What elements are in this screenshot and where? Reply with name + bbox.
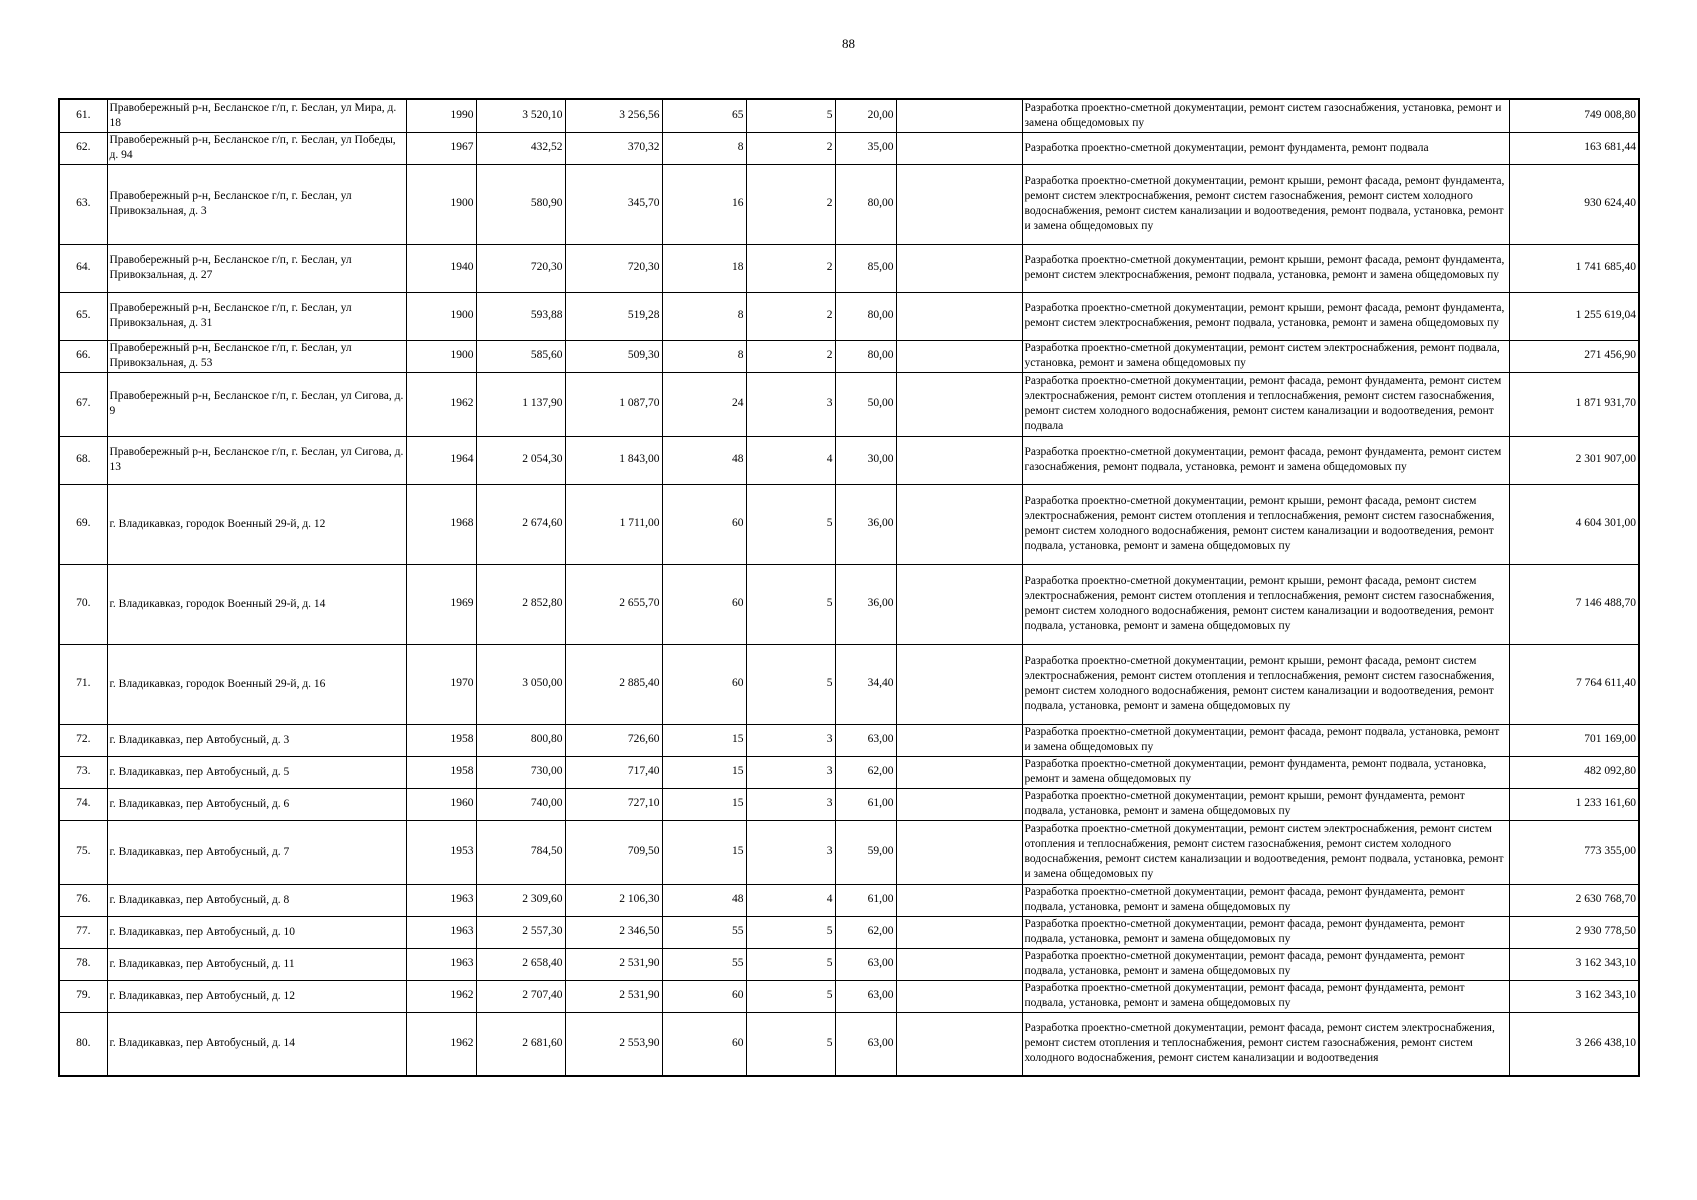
works-cell: Разработка проектно-сметной документации, ремонт систем электроснабжения, ремонт систем отопления и теплоснабжения, ремонт систем газоснабжения, ремонт систем холодного водоснабжения, ремонт систем канализации и водоотведения, ремонт подвала, установка, ремонт и замена общедомовых пу bbox=[1022, 820, 1509, 884]
floors-cell: 5 bbox=[746, 916, 835, 948]
year-cell: 1958 bbox=[406, 756, 476, 788]
cost-cell: 7 146 488,70 bbox=[1509, 564, 1639, 644]
total-area-cell: 800,80 bbox=[476, 724, 565, 756]
cost-cell: 3 266 438,10 bbox=[1509, 1012, 1639, 1076]
row-number: 69. bbox=[59, 484, 107, 564]
total-area-cell: 2 852,80 bbox=[476, 564, 565, 644]
cost-cell: 271 456,90 bbox=[1509, 340, 1639, 372]
table-row bbox=[59, 564, 1639, 644]
wear-cell: 34,40 bbox=[835, 644, 896, 724]
address-cell: Правобережный р-н, Бесланское г/п, г. Беслан, ул Победы, д. 94 bbox=[107, 132, 406, 164]
cost-cell: 4 604 301,00 bbox=[1509, 484, 1639, 564]
total-area-cell: 720,30 bbox=[476, 244, 565, 292]
works-cell: Разработка проектно-сметной документации, ремонт крыши, ремонт фасада, ремонт систем электроснабжения, ремонт систем отопления и теплоснабжения, ремонт систем газоснабжения, ремонт систем холодного водоснабжения, ремонт систем канализации и водоотведения, ремонт подвала, установка, ремонт и замена общедомовых пу bbox=[1022, 644, 1509, 724]
cost-cell: 1 233 161,60 bbox=[1509, 788, 1639, 820]
extra-cell bbox=[896, 724, 1022, 756]
works-cell: Разработка проектно-сметной документации, ремонт фасада, ремонт фундамента, ремонт систем газоснабжения, ремонт подвала, установка, ремонт и замена общедомовых пу bbox=[1022, 436, 1509, 484]
residents-cell: 16 bbox=[662, 164, 746, 244]
address-cell: г. Владикавказ, пер Автобусный, д. 3 bbox=[107, 724, 406, 756]
extra-cell bbox=[896, 788, 1022, 820]
extra-cell bbox=[896, 99, 1022, 132]
row-number: 74. bbox=[59, 788, 107, 820]
row-number: 77. bbox=[59, 916, 107, 948]
address-cell: г. Владикавказ, городок Военный 29-й, д. 12 bbox=[107, 484, 406, 564]
row-number: 75. bbox=[59, 820, 107, 884]
extra-cell bbox=[896, 340, 1022, 372]
living-area-cell: 2 531,90 bbox=[565, 980, 662, 1012]
address-cell: г. Владикавказ, пер Автобусный, д. 7 bbox=[107, 820, 406, 884]
total-area-cell: 3 050,00 bbox=[476, 644, 565, 724]
table-row bbox=[59, 99, 1639, 132]
extra-cell bbox=[896, 980, 1022, 1012]
row-number: 70. bbox=[59, 564, 107, 644]
wear-cell: 63,00 bbox=[835, 948, 896, 980]
residents-cell: 15 bbox=[662, 756, 746, 788]
wear-cell: 30,00 bbox=[835, 436, 896, 484]
row-number: 72. bbox=[59, 724, 107, 756]
works-cell: Разработка проектно-сметной документации, ремонт фасада, ремонт фундамента, ремонт подвала, установка, ремонт и замена общедомовых пу bbox=[1022, 980, 1509, 1012]
living-area-cell: 717,40 bbox=[565, 756, 662, 788]
extra-cell bbox=[896, 372, 1022, 436]
wear-cell: 63,00 bbox=[835, 980, 896, 1012]
works-cell: Разработка проектно-сметной документации, ремонт фасада, ремонт фундамента, ремонт подвала, установка, ремонт и замена общедомовых пу bbox=[1022, 884, 1509, 916]
year-cell: 1964 bbox=[406, 436, 476, 484]
total-area-cell: 730,00 bbox=[476, 756, 565, 788]
total-area-cell: 2 557,30 bbox=[476, 916, 565, 948]
table-row bbox=[59, 884, 1639, 916]
floors-cell: 3 bbox=[746, 372, 835, 436]
wear-cell: 50,00 bbox=[835, 372, 896, 436]
residents-cell: 15 bbox=[662, 820, 746, 884]
row-number: 79. bbox=[59, 980, 107, 1012]
works-cell: Разработка проектно-сметной документации, ремонт крыши, ремонт фундамента, ремонт подвала, установка, ремонт и замена общедомовых пу bbox=[1022, 788, 1509, 820]
extra-cell bbox=[896, 644, 1022, 724]
living-area-cell: 3 256,56 bbox=[565, 99, 662, 132]
works-cell: Разработка проектно-сметной документации, ремонт систем электроснабжения, ремонт подвала, установка, ремонт и замена общедомовых пу bbox=[1022, 340, 1509, 372]
wear-cell: 62,00 bbox=[835, 756, 896, 788]
cost-cell: 773 355,00 bbox=[1509, 820, 1639, 884]
extra-cell bbox=[896, 948, 1022, 980]
living-area-cell: 2 106,30 bbox=[565, 884, 662, 916]
row-number: 80. bbox=[59, 1012, 107, 1076]
total-area-cell: 593,88 bbox=[476, 292, 565, 340]
cost-cell: 2 301 907,00 bbox=[1509, 436, 1639, 484]
address-cell: г. Владикавказ, пер Автобусный, д. 12 bbox=[107, 980, 406, 1012]
total-area-cell: 585,60 bbox=[476, 340, 565, 372]
wear-cell: 20,00 bbox=[835, 99, 896, 132]
table-row bbox=[59, 340, 1639, 372]
row-number: 65. bbox=[59, 292, 107, 340]
living-area-cell: 370,32 bbox=[565, 132, 662, 164]
residents-cell: 55 bbox=[662, 916, 746, 948]
residents-cell: 48 bbox=[662, 884, 746, 916]
buildings-table bbox=[58, 98, 1640, 1077]
wear-cell: 36,00 bbox=[835, 564, 896, 644]
address-cell: г. Владикавказ, городок Военный 29-й, д. 14 bbox=[107, 564, 406, 644]
residents-cell: 60 bbox=[662, 1012, 746, 1076]
table-row bbox=[59, 436, 1639, 484]
extra-cell bbox=[896, 884, 1022, 916]
extra-cell bbox=[896, 132, 1022, 164]
year-cell: 1958 bbox=[406, 724, 476, 756]
floors-cell: 4 bbox=[746, 436, 835, 484]
year-cell: 1969 bbox=[406, 564, 476, 644]
cost-cell: 2 930 778,50 bbox=[1509, 916, 1639, 948]
address-cell: Правобережный р-н, Бесланское г/п, г. Беслан, ул Мира, д. 18 bbox=[107, 99, 406, 132]
floors-cell: 2 bbox=[746, 132, 835, 164]
residents-cell: 18 bbox=[662, 244, 746, 292]
table-row bbox=[59, 724, 1639, 756]
row-number: 66. bbox=[59, 340, 107, 372]
row-number: 63. bbox=[59, 164, 107, 244]
cost-cell: 7 764 611,40 bbox=[1509, 644, 1639, 724]
floors-cell: 5 bbox=[746, 564, 835, 644]
floors-cell: 3 bbox=[746, 756, 835, 788]
residents-cell: 15 bbox=[662, 724, 746, 756]
year-cell: 1953 bbox=[406, 820, 476, 884]
living-area-cell: 2 885,40 bbox=[565, 644, 662, 724]
address-cell: Правобережный р-н, Бесланское г/п, г. Беслан, ул Привокзальная, д. 31 bbox=[107, 292, 406, 340]
floors-cell: 5 bbox=[746, 948, 835, 980]
cost-cell: 2 630 768,70 bbox=[1509, 884, 1639, 916]
address-cell: Правобережный р-н, Бесланское г/п, г. Беслан, ул Привокзальная, д. 27 bbox=[107, 244, 406, 292]
living-area-cell: 2 553,90 bbox=[565, 1012, 662, 1076]
residents-cell: 8 bbox=[662, 292, 746, 340]
year-cell: 1963 bbox=[406, 948, 476, 980]
wear-cell: 80,00 bbox=[835, 340, 896, 372]
row-number: 67. bbox=[59, 372, 107, 436]
floors-cell: 5 bbox=[746, 644, 835, 724]
total-area-cell: 2 681,60 bbox=[476, 1012, 565, 1076]
cost-cell: 1 255 619,04 bbox=[1509, 292, 1639, 340]
address-cell: г. Владикавказ, пер Автобусный, д. 5 bbox=[107, 756, 406, 788]
extra-cell bbox=[896, 164, 1022, 244]
wear-cell: 80,00 bbox=[835, 164, 896, 244]
floors-cell: 3 bbox=[746, 788, 835, 820]
total-area-cell: 432,52 bbox=[476, 132, 565, 164]
row-number: 73. bbox=[59, 756, 107, 788]
year-cell: 1968 bbox=[406, 484, 476, 564]
works-cell: Разработка проектно-сметной документации, ремонт фундамента, ремонт подвала bbox=[1022, 132, 1509, 164]
residents-cell: 8 bbox=[662, 132, 746, 164]
page-number: 88 bbox=[842, 36, 855, 51]
living-area-cell: 720,30 bbox=[565, 244, 662, 292]
floors-cell: 2 bbox=[746, 340, 835, 372]
total-area-cell: 2 707,40 bbox=[476, 980, 565, 1012]
table-row bbox=[59, 164, 1639, 244]
floors-cell: 3 bbox=[746, 724, 835, 756]
extra-cell bbox=[896, 564, 1022, 644]
address-cell: г. Владикавказ, пер Автобусный, д. 11 bbox=[107, 948, 406, 980]
address-cell: Правобережный р-н, Бесланское г/п, г. Беслан, ул Сигова, д. 13 bbox=[107, 436, 406, 484]
floors-cell: 3 bbox=[746, 820, 835, 884]
floors-cell: 2 bbox=[746, 164, 835, 244]
address-cell: Правобережный р-н, Бесланское г/п, г. Беслан, ул Привокзальная, д. 3 bbox=[107, 164, 406, 244]
works-cell: Разработка проектно-сметной документации, ремонт крыши, ремонт фасада, ремонт систем электроснабжения, ремонт систем отопления и теплоснабжения, ремонт систем газоснабжения, ремонт систем холодного водоснабжения, ремонт систем канализации и водоотведения, ремонт подвала, установка, ремонт и замена общедомовых пу bbox=[1022, 564, 1509, 644]
cost-cell: 930 624,40 bbox=[1509, 164, 1639, 244]
extra-cell bbox=[896, 484, 1022, 564]
residents-cell: 60 bbox=[662, 564, 746, 644]
cost-cell: 749 008,80 bbox=[1509, 99, 1639, 132]
residents-cell: 15 bbox=[662, 788, 746, 820]
total-area-cell: 3 520,10 bbox=[476, 99, 565, 132]
year-cell: 1962 bbox=[406, 1012, 476, 1076]
living-area-cell: 709,50 bbox=[565, 820, 662, 884]
works-cell: Разработка проектно-сметной документации, ремонт крыши, ремонт фасада, ремонт систем электроснабжения, ремонт систем отопления и теплоснабжения, ремонт систем газоснабжения, ремонт систем холодного водоснабжения, ремонт систем канализации и водоотведения, ремонт подвала, установка, ремонт и замена общедомовых пу bbox=[1022, 484, 1509, 564]
wear-cell: 63,00 bbox=[835, 1012, 896, 1076]
extra-cell bbox=[896, 820, 1022, 884]
floors-cell: 4 bbox=[746, 884, 835, 916]
extra-cell bbox=[896, 244, 1022, 292]
living-area-cell: 2 655,70 bbox=[565, 564, 662, 644]
residents-cell: 60 bbox=[662, 644, 746, 724]
works-cell: Разработка проектно-сметной документации, ремонт крыши, ремонт фасада, ремонт фундамента, ремонт систем электроснабжения, ремонт подвала, установка, ремонт и замена общедомовых пу bbox=[1022, 244, 1509, 292]
wear-cell: 85,00 bbox=[835, 244, 896, 292]
living-area-cell: 2 346,50 bbox=[565, 916, 662, 948]
total-area-cell: 2 658,40 bbox=[476, 948, 565, 980]
extra-cell bbox=[896, 756, 1022, 788]
table-row bbox=[59, 292, 1639, 340]
residents-cell: 24 bbox=[662, 372, 746, 436]
table-row bbox=[59, 980, 1639, 1012]
address-cell: г. Владикавказ, пер Автобусный, д. 8 bbox=[107, 884, 406, 916]
total-area-cell: 580,90 bbox=[476, 164, 565, 244]
address-cell: Правобережный р-н, Бесланское г/п, г. Беслан, ул Привокзальная, д. 53 bbox=[107, 340, 406, 372]
year-cell: 1963 bbox=[406, 916, 476, 948]
total-area-cell: 784,50 bbox=[476, 820, 565, 884]
total-area-cell: 1 137,90 bbox=[476, 372, 565, 436]
living-area-cell: 726,60 bbox=[565, 724, 662, 756]
wear-cell: 63,00 bbox=[835, 724, 896, 756]
table-row bbox=[59, 948, 1639, 980]
cost-cell: 163 681,44 bbox=[1509, 132, 1639, 164]
wear-cell: 80,00 bbox=[835, 292, 896, 340]
living-area-cell: 1 087,70 bbox=[565, 372, 662, 436]
living-area-cell: 727,10 bbox=[565, 788, 662, 820]
address-cell: г. Владикавказ, пер Автобусный, д. 6 bbox=[107, 788, 406, 820]
extra-cell bbox=[896, 292, 1022, 340]
cost-cell: 701 169,00 bbox=[1509, 724, 1639, 756]
total-area-cell: 2 309,60 bbox=[476, 884, 565, 916]
year-cell: 1900 bbox=[406, 164, 476, 244]
living-area-cell: 2 531,90 bbox=[565, 948, 662, 980]
row-number: 71. bbox=[59, 644, 107, 724]
cost-cell: 482 092,80 bbox=[1509, 756, 1639, 788]
extra-cell bbox=[896, 1012, 1022, 1076]
table-row bbox=[59, 788, 1639, 820]
address-cell: г. Владикавказ, городок Военный 29-й, д. 16 bbox=[107, 644, 406, 724]
residents-cell: 60 bbox=[662, 484, 746, 564]
row-number: 62. bbox=[59, 132, 107, 164]
works-cell: Разработка проектно-сметной документации, ремонт систем газоснабжения, установка, ремонт и замена общедомовых пу bbox=[1022, 99, 1509, 132]
address-cell: Правобережный р-н, Бесланское г/п, г. Беслан, ул Сигова, д. 9 bbox=[107, 372, 406, 436]
table-row bbox=[59, 1012, 1639, 1076]
year-cell: 1962 bbox=[406, 980, 476, 1012]
year-cell: 1940 bbox=[406, 244, 476, 292]
residents-cell: 48 bbox=[662, 436, 746, 484]
address-cell: г. Владикавказ, пер Автобусный, д. 14 bbox=[107, 1012, 406, 1076]
table-row bbox=[59, 756, 1639, 788]
cost-cell: 1 871 931,70 bbox=[1509, 372, 1639, 436]
cost-cell: 1 741 685,40 bbox=[1509, 244, 1639, 292]
row-number: 78. bbox=[59, 948, 107, 980]
cost-cell: 3 162 343,10 bbox=[1509, 980, 1639, 1012]
year-cell: 1962 bbox=[406, 372, 476, 436]
wear-cell: 59,00 bbox=[835, 820, 896, 884]
living-area-cell: 1 843,00 bbox=[565, 436, 662, 484]
year-cell: 1990 bbox=[406, 99, 476, 132]
works-cell: Разработка проектно-сметной документации, ремонт крыши, ремонт фасада, ремонт фундамента, ремонт систем электроснабжения, ремонт подвала, установка, ремонт и замена общедомовых пу bbox=[1022, 292, 1509, 340]
year-cell: 1967 bbox=[406, 132, 476, 164]
row-number: 68. bbox=[59, 436, 107, 484]
year-cell: 1963 bbox=[406, 884, 476, 916]
floors-cell: 5 bbox=[746, 484, 835, 564]
floors-cell: 5 bbox=[746, 1012, 835, 1076]
residents-cell: 60 bbox=[662, 980, 746, 1012]
floors-cell: 5 bbox=[746, 99, 835, 132]
living-area-cell: 345,70 bbox=[565, 164, 662, 244]
wear-cell: 61,00 bbox=[835, 788, 896, 820]
living-area-cell: 509,30 bbox=[565, 340, 662, 372]
works-cell: Разработка проектно-сметной документации, ремонт фасада, ремонт фундамента, ремонт систем электроснабжения, ремонт систем отопления и теплоснабжения, ремонт систем газоснабжения, ремонт систем холодного водоснабжения, ремонт систем канализации и водоотведения, ремонт подвала bbox=[1022, 372, 1509, 436]
floors-cell: 5 bbox=[746, 980, 835, 1012]
table-row bbox=[59, 132, 1639, 164]
table-row bbox=[59, 916, 1639, 948]
works-cell: Разработка проектно-сметной документации, ремонт фасада, ремонт фундамента, ремонт подвала, установка, ремонт и замена общедомовых пу bbox=[1022, 948, 1509, 980]
total-area-cell: 740,00 bbox=[476, 788, 565, 820]
year-cell: 1960 bbox=[406, 788, 476, 820]
residents-cell: 8 bbox=[662, 340, 746, 372]
wear-cell: 36,00 bbox=[835, 484, 896, 564]
residents-cell: 55 bbox=[662, 948, 746, 980]
row-number: 61. bbox=[59, 99, 107, 132]
year-cell: 1900 bbox=[406, 340, 476, 372]
residents-cell: 65 bbox=[662, 99, 746, 132]
works-cell: Разработка проектно-сметной документации, ремонт крыши, ремонт фасада, ремонт фундамента, ремонт систем электроснабжения, ремонт систем газоснабжения, ремонт систем холодного водоснабжения, ремонт систем канализации и водоотведения, ремонт подвала, установка, ремонт и замена общедомовых пу bbox=[1022, 164, 1509, 244]
wear-cell: 62,00 bbox=[835, 916, 896, 948]
address-cell: г. Владикавказ, пер Автобусный, д. 10 bbox=[107, 916, 406, 948]
table-row bbox=[59, 644, 1639, 724]
works-cell: Разработка проектно-сметной документации, ремонт фасада, ремонт фундамента, ремонт подвала, установка, ремонт и замена общедомовых пу bbox=[1022, 916, 1509, 948]
total-area-cell: 2 054,30 bbox=[476, 436, 565, 484]
extra-cell bbox=[896, 916, 1022, 948]
row-number: 64. bbox=[59, 244, 107, 292]
works-cell: Разработка проектно-сметной документации, ремонт фасада, ремонт подвала, установка, ремонт и замена общедомовых пу bbox=[1022, 724, 1509, 756]
table-row bbox=[59, 244, 1639, 292]
floors-cell: 2 bbox=[746, 292, 835, 340]
table-body bbox=[59, 99, 1639, 1076]
works-cell: Разработка проектно-сметной документации, ремонт фундамента, ремонт подвала, установка, ремонт и замена общедомовых пу bbox=[1022, 756, 1509, 788]
floors-cell: 2 bbox=[746, 244, 835, 292]
living-area-cell: 1 711,00 bbox=[565, 484, 662, 564]
total-area-cell: 2 674,60 bbox=[476, 484, 565, 564]
table-row bbox=[59, 820, 1639, 884]
extra-cell bbox=[896, 436, 1022, 484]
table-row bbox=[59, 372, 1639, 436]
wear-cell: 61,00 bbox=[835, 884, 896, 916]
works-cell: Разработка проектно-сметной документации, ремонт фасада, ремонт систем электроснабжения, ремонт систем отопления и теплоснабжения, ремонт систем газоснабжения, ремонт систем холодного водоснабжения, ремонт систем канализации и водоотведения bbox=[1022, 1012, 1509, 1076]
living-area-cell: 519,28 bbox=[565, 292, 662, 340]
wear-cell: 35,00 bbox=[835, 132, 896, 164]
table-row bbox=[59, 484, 1639, 564]
year-cell: 1900 bbox=[406, 292, 476, 340]
year-cell: 1970 bbox=[406, 644, 476, 724]
row-number: 76. bbox=[59, 884, 107, 916]
cost-cell: 3 162 343,10 bbox=[1509, 948, 1639, 980]
